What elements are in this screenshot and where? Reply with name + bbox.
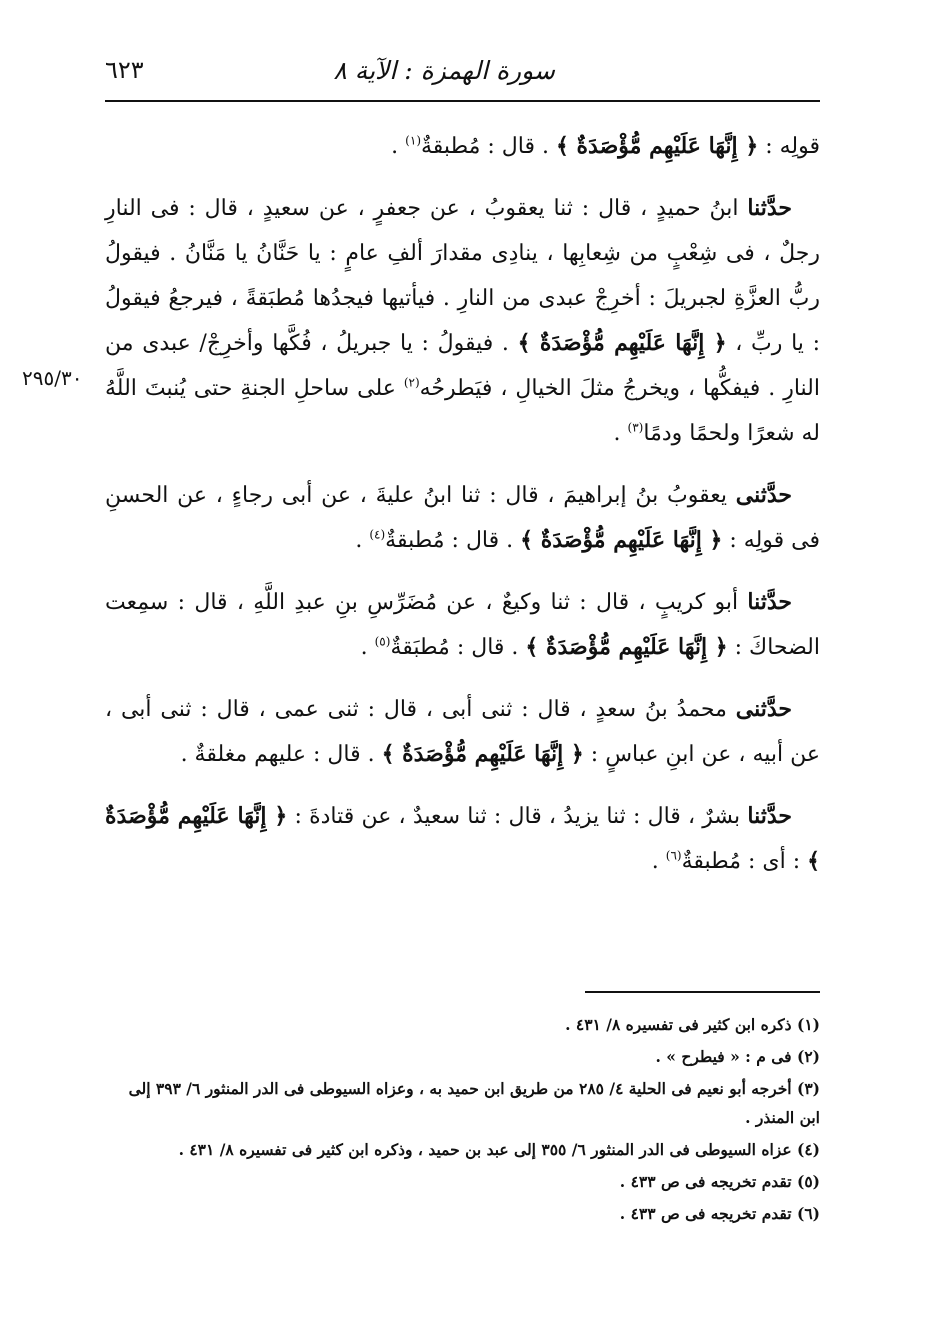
footnote-reference: (١) <box>405 133 421 148</box>
paragraph-lead: حدَّثنا <box>747 589 792 615</box>
footnote-rule <box>585 991 820 993</box>
paragraph <box>105 794 820 884</box>
paragraph-text: بشرٌ ، قال : ثنا يزيدُ ، قال : ثنا سعيدٌ ، عن قتادةَ : <box>287 804 748 829</box>
paragraph <box>105 580 820 670</box>
footnote-reference: (٤) <box>369 527 386 542</box>
main-text <box>105 124 820 901</box>
paragraph-text: : أى : مُطبقةٌ <box>681 849 808 874</box>
quran-verse: ﴿ إِنَّهَا عَلَيْهِم مُّؤْصَدَةٌ ﴾ <box>517 330 727 356</box>
paragraph-text: . <box>360 635 375 660</box>
paragraph-text: أبو كريبٍ ، قال : ثنا وكيعٌ ، عن مُضَرِّسِ بنِ عبدِ اللَّهِ ، قال : سمِعت الضحاكَ : <box>105 590 820 660</box>
paragraph-text: ابنُ حميدٍ ، قال : ثنا يعقوبُ ، عن جعفرٍ ، عن سعيدٍ ، قال : فى النارِ رجلٌ ، فى شِعْبٍ من شِعابِها ، ينادِى مقدارَ ألفِ عامٍ : يا حَنَّانُ يا مَنَّانُ . فيقولُ ربُّ العزَّةِ لجبريلَ : أخرِجْ عبدى من النارِ . فيأتيها فيجدُها مُطبَقةً ، فيرجعُ فيقولُ : يا ربِّ ، <box>105 196 820 356</box>
margin-note: ٢٩٥/٣٠ <box>22 366 83 390</box>
paragraph-lead: حدَّثنى <box>735 696 792 722</box>
footnote: (٣) أخرجه أبو نعيم فى الحلية ٤/ ٢٨٥ من طريق ابن حميد به ، وعزاه السيوطى فى الدر المنثور ٦/ ٣٩٣ إلى ابن المنذر . <box>128 1079 820 1127</box>
footnote-reference: (٥) <box>374 634 391 649</box>
footnote-reference: (٦) <box>665 848 682 863</box>
paragraph-lead: حدَّثنى <box>735 482 792 508</box>
paragraph-text: . قال : مُطبَقةٌ <box>390 635 526 660</box>
paragraph <box>105 473 820 563</box>
footnote: (٤) عزاه السيوطى فى الدر المنثور ٦/ ٣٥٥ إلى عبد بن حميد ، وذكره ابن كثير فى تفسيره ٨/ ٤٣١ . <box>178 1140 820 1159</box>
paragraph-text: . <box>651 849 666 874</box>
paragraph-text: . قال : مُطبقةٌ <box>421 134 556 159</box>
paragraph-text: محمدُ بنُ سعدٍ ، قال : ثنى أبى ، قال : ثنى عمى ، قال : ثنى أبى ، عن أبيه ، عن ابنِ عباسٍ : <box>105 697 820 767</box>
paragraph-text: قولِه : <box>758 134 820 159</box>
quran-verse: ﴿ إِنَّهَا عَلَيْهِم مُّؤْصَدَةٌ ﴾ <box>525 634 728 660</box>
paragraph-text: . <box>613 421 628 446</box>
footnote-reference: (٢) <box>403 375 420 390</box>
paragraph <box>105 687 820 777</box>
paragraph-lead: حدَّثنا <box>747 803 792 829</box>
footnote: (٥) تقدم تخريجه فى ص ٤٣٣ . <box>619 1172 820 1191</box>
paragraph-lead: حدَّثنا <box>747 195 792 221</box>
footnotes <box>105 1010 820 1231</box>
quran-verse: ﴿ إِنَّهَا عَلَيْهِم مُّؤْصَدَةٌ ﴾ <box>555 133 759 159</box>
quran-verse: ﴿ إِنَّهَا عَلَيْهِم مُّؤْصَدَةٌ ﴾ <box>520 527 723 553</box>
page-number: ٦٢٣ <box>105 56 144 84</box>
quran-verse: ﴿ إِنَّهَا عَلَيْهِم مُّؤْصَدَةٌ ﴾ <box>105 803 820 874</box>
paragraph-text: على ساحلِ الجنةِ حتى يُنبتَ اللَّهُ له شعرًا ولحمًا ودمًا <box>105 376 820 446</box>
page-header <box>105 52 820 96</box>
header-rule <box>105 100 820 102</box>
paragraph-text: . قال : مُطبقةٌ <box>385 528 521 553</box>
footnote-reference: (٣) <box>627 420 644 435</box>
paragraph-text: . فيقولُ : يا جبريلُ ، فُكَّها وأخرِجْ/ عبدى من النارِ . فيفكُّها ، ويخرجُ مثلَ الخيالِ ، فيَطرحُه <box>105 331 820 401</box>
running-title: سورة الهمزة : الآية ٨ <box>333 56 555 85</box>
paragraph-text: يعقوبُ بنُ إبراهيمَ ، قال : ثنا ابنُ عليةَ ، عن أبى رجاءٍ ، عن الحسنِ فى قولِه : <box>105 483 820 553</box>
quran-verse: ﴿ إِنَّهَا عَلَيْهِم مُّؤْصَدَةٌ ﴾ <box>381 741 584 767</box>
footnote: (١) ذكره ابن كثير فى تفسيره ٨/ ٤٣١ . <box>565 1015 820 1034</box>
paragraph-text: . قال : عليهم مغلقةٌ . <box>180 742 382 767</box>
paragraph <box>105 124 820 169</box>
paragraph <box>105 186 820 456</box>
paragraph-text: . <box>355 528 370 553</box>
footnote: (٢) فى م : « فيطرح » . <box>655 1047 820 1066</box>
paragraph-text: . <box>391 134 406 159</box>
footnote: (٦) تقدم تخريجه فى ص ٤٣٣ . <box>619 1204 820 1223</box>
